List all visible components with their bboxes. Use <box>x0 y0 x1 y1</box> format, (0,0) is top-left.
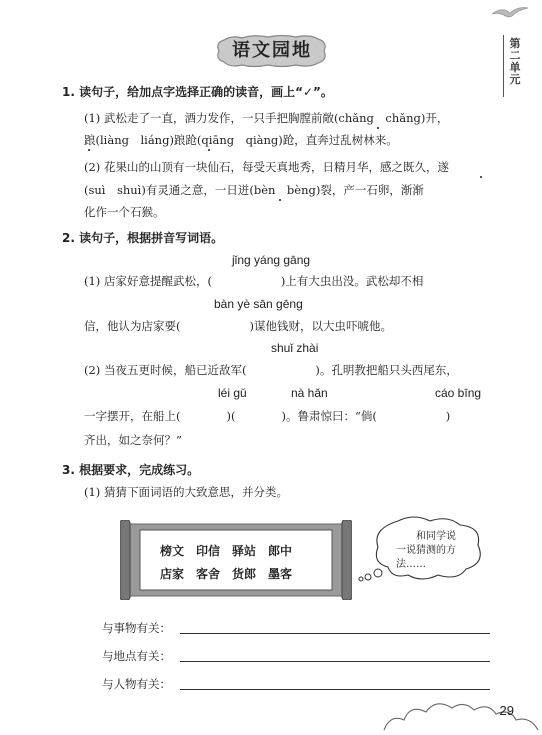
q1-s2-line3: 化作一个石猴。 <box>84 205 165 219</box>
side-divider <box>503 35 504 97</box>
page-number: 29 <box>499 703 514 718</box>
q1-s2-line1: (2) 花果山的山顶有一块仙石，每受天真地秀，日精月华，感之既久，遂 <box>84 160 449 174</box>
bubble-line-3: 法…… <box>396 559 426 570</box>
thought-bubble <box>358 515 488 585</box>
q3-sub1: (1) 猜猜下面词语的大致意思，并分类。 <box>84 485 288 499</box>
q2-s1-line1: (1) 店家好意提醒武松，( )上有大虫出没。武松却不相 <box>84 274 424 288</box>
pinyin-2: bàn yè sān gēng <box>214 297 303 311</box>
q1-s1-line1: (1) 武松走了一直，酒力发作，一只手把胸膛前敞(chǎng chǎng)开， <box>84 111 449 125</box>
unit-label <box>508 38 522 86</box>
label-people: 与人物有关： <box>102 677 171 691</box>
word-row-1: 榜文 印信 驿站 郎中 <box>160 544 293 558</box>
emphasis-dot <box>279 199 281 201</box>
q1-heading: 1. 读句子，给加点字选择正确的读音，画上“✓”。 <box>62 85 333 99</box>
label-places: 与地点有关： <box>102 649 171 663</box>
page-title: 语文园地 <box>232 40 312 61</box>
q2-heading: 2. 读句子，根据拼音写词语。 <box>62 231 224 245</box>
emphasis-dot <box>377 127 379 129</box>
answer-line-objects[interactable] <box>180 633 490 634</box>
unit-label-text: 第 二 单 元 <box>509 37 521 86</box>
cloud-decoration <box>380 694 542 735</box>
answer-line-places[interactable] <box>180 661 490 662</box>
label-objects: 与事物有关： <box>102 621 171 635</box>
q2-s2-line1: (2) 当夜五更时候，船已近敌军( )。孔明教把船只头西尾东， <box>84 363 458 377</box>
q3-heading: 3. 根据要求，完成练习。 <box>62 463 200 477</box>
word-row-2: 店家 客舍 货郎 墨客 <box>160 567 293 581</box>
page-title-banner <box>214 34 330 68</box>
emphasis-dot <box>208 149 210 151</box>
q2-s2-line3: 齐出，如之奈何？” <box>84 433 182 447</box>
emphasis-dot <box>88 149 90 151</box>
pinyin-1: jǐng yáng gāng <box>232 253 311 267</box>
emphasis-dot <box>480 176 482 178</box>
pinyin-5: nà hǎn <box>291 386 328 400</box>
bubble-line-2: 一说猜测的方 <box>396 545 456 556</box>
q1-s1-line2: 踉(liàng liáng)踉跄(qiāng qiàng)跄，直奔过乱树林来。 <box>84 133 398 147</box>
bubble-line-1: 和同学说 <box>416 531 456 542</box>
q2-s1-line2: 信，他认为店家要( )谋他钱财，以大虫吓唬他。 <box>84 319 392 333</box>
q1-s2-line2: (suì shuì)有灵通之意，一日迸(bèn bèng)裂，产一石卵，渐渐 <box>84 183 424 197</box>
q2-s2-line2: 一字摆开，在船上( )( )。鲁肃惊曰：“倘( ) <box>84 409 451 423</box>
word-scroll <box>120 520 352 600</box>
pinyin-3: shuǐ zhài <box>271 341 319 355</box>
answer-line-people[interactable] <box>180 689 490 690</box>
pinyin-6: cáo bīng <box>435 386 482 400</box>
bird-icon <box>490 4 530 24</box>
pinyin-4: léi gǔ <box>218 386 247 400</box>
